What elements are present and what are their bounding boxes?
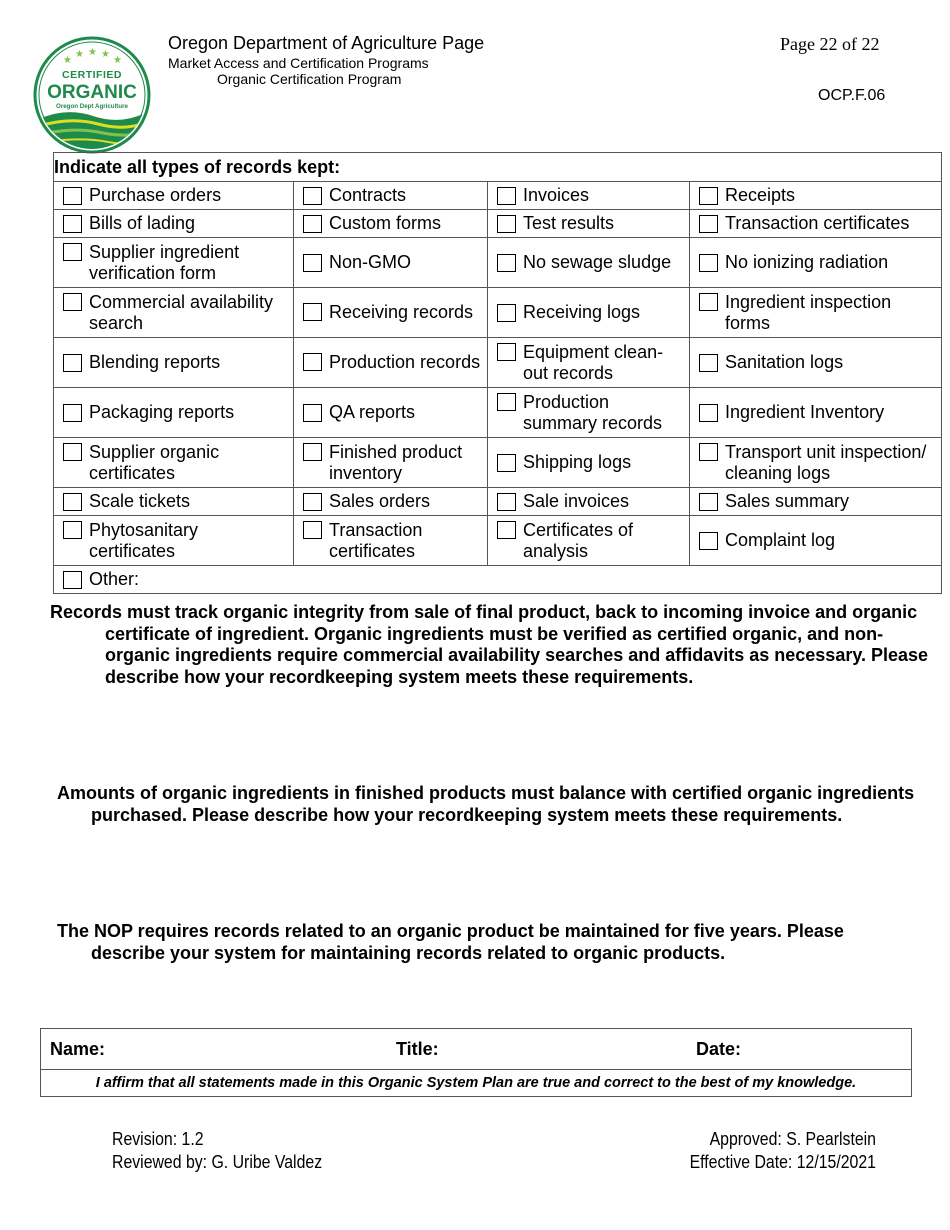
checkbox-label: QA reports: [329, 402, 416, 422]
footer-left: [112, 1128, 322, 1174]
checkbox-label: Sanitation logs: [725, 352, 844, 372]
logo-main-text: ORGANIC: [47, 82, 137, 103]
question-ingredient-balance: Amounts of organic ingredients in finished products must balance with certified organic ingredients purchased. Please describe how your recordkeeping system meets these requirements.: [57, 783, 915, 825]
checkbox[interactable]: [303, 303, 322, 321]
checkbox[interactable]: [63, 354, 82, 372]
checkbox[interactable]: [699, 443, 718, 461]
program-subtitle: Organic Certification Program: [217, 71, 402, 87]
table-row-other: [54, 566, 942, 594]
checkbox[interactable]: [699, 187, 718, 205]
checkbox-label: Certificates of analysis: [523, 519, 634, 561]
checkbox-label: Transport unit inspection/ cleaning logs: [725, 441, 927, 483]
checkbox[interactable]: [497, 393, 516, 411]
signature-fields-row: [41, 1029, 911, 1070]
logo-sub-text: Oregon Dept Agriculture: [56, 103, 128, 110]
svg-text:★: ★: [88, 47, 97, 58]
checkbox-label: Purchase orders: [89, 185, 222, 205]
table-row: [54, 238, 942, 288]
checkbox-label: Non-GMO: [329, 252, 412, 272]
checkbox-label: Commercial availability search: [89, 291, 274, 333]
checkbox[interactable]: [699, 215, 718, 233]
checkbox-label: Finished product inventory: [329, 441, 463, 483]
checkbox-label: Invoices: [523, 185, 590, 205]
checkbox-label: Complaint log: [725, 530, 836, 550]
other-label: Other:: [89, 569, 140, 589]
name-field-label[interactable]: Name:: [50, 1039, 106, 1059]
checkbox-label: Supplier organic certificates: [89, 441, 220, 483]
checkbox-label: Test results: [523, 213, 615, 233]
checkbox[interactable]: [699, 493, 718, 511]
table-row: [54, 182, 942, 210]
checkbox-label: Receipts: [725, 185, 796, 205]
checkbox-label: Ingredient inspection forms: [725, 291, 892, 333]
checkbox[interactable]: [303, 443, 322, 461]
checkbox[interactable]: [497, 454, 516, 472]
checkbox-label: Bills of lading: [89, 213, 196, 233]
records-heading: Indicate all types of records kept:: [54, 153, 942, 182]
checkbox-label: Blending reports: [89, 352, 221, 372]
date-field-label[interactable]: Date:: [696, 1039, 742, 1059]
checkbox-label: No ionizing radiation: [725, 252, 889, 272]
svg-text:★: ★: [101, 49, 110, 60]
checkbox-label: Packaging reports: [89, 402, 235, 422]
certified-organic-logo: [33, 36, 151, 154]
checkbox-label: Scale tickets: [89, 491, 191, 511]
effective-date-text: Effective Date: 12/15/2021: [689, 1152, 876, 1172]
checkbox[interactable]: [497, 343, 516, 361]
table-header-row: [54, 153, 942, 182]
checkbox[interactable]: [497, 187, 516, 205]
revision-text: Revision: 1.2: [112, 1129, 204, 1149]
checkbox-label: Receiving records: [329, 302, 474, 322]
table-row: [54, 210, 942, 238]
checkbox[interactable]: [63, 521, 82, 539]
checkbox[interactable]: [497, 254, 516, 272]
table-row: [54, 288, 942, 338]
svg-text:★: ★: [113, 55, 122, 66]
checkbox[interactable]: [63, 404, 82, 422]
form-id: OCP.F.06: [818, 87, 886, 104]
document-title: Oregon Department of Agriculture Page: [168, 33, 485, 53]
checkbox[interactable]: [63, 493, 82, 511]
checkbox[interactable]: [699, 354, 718, 372]
table-row: [54, 438, 942, 488]
question-record-tracking: Records must track organic integrity from sale of final product, back to incoming invoice and organic certificate of ingredient. Organic ingredients must be verified as certified organic, and non-organic ingredients require commercial availability searches and affidavits as necessary. Please describe how your recordkeeping system meets these requirements.: [50, 602, 929, 687]
checkbox-label: Custom forms: [329, 213, 442, 233]
checkbox[interactable]: [303, 521, 322, 539]
checkbox[interactable]: [699, 404, 718, 422]
other-checkbox[interactable]: [63, 571, 82, 589]
checkbox[interactable]: [497, 493, 516, 511]
checkbox-label: Sales orders: [329, 491, 431, 511]
checkbox[interactable]: [699, 254, 718, 272]
checkbox-label: Receiving logs: [523, 302, 641, 322]
checkbox[interactable]: [699, 532, 718, 550]
checkbox-label: Production summary records: [523, 391, 663, 433]
checkbox[interactable]: [497, 304, 516, 322]
checkbox-label: Ingredient Inventory: [725, 402, 885, 422]
table-row: [54, 338, 942, 388]
checkbox[interactable]: [303, 404, 322, 422]
checkbox-label: Shipping logs: [523, 452, 632, 472]
checkbox-label: Phytosanitary certificates: [89, 519, 199, 561]
svg-text:★: ★: [63, 55, 72, 66]
department-subtitle: Market Access and Certification Programs: [168, 55, 429, 71]
question-record-retention: The NOP requires records related to an organic product be maintained for five years. Please describe your system for maintaining records related to organic products.: [57, 921, 844, 963]
logo-top-text: CERTIFIED: [62, 69, 122, 81]
checkbox[interactable]: [303, 187, 322, 205]
checkbox-label: Equipment clean-out records: [523, 341, 664, 383]
checkbox-label: Sale invoices: [523, 491, 630, 511]
checkbox[interactable]: [303, 215, 322, 233]
table-row: [54, 388, 942, 438]
checkbox-label: Transaction certificates: [329, 519, 423, 561]
checkbox-label: Production records: [329, 352, 481, 372]
reviewed-by-text: Reviewed by: G. Uribe Valdez: [112, 1152, 323, 1172]
svg-text:★: ★: [75, 49, 84, 60]
checkbox[interactable]: [497, 215, 516, 233]
checkbox[interactable]: [63, 243, 82, 261]
checkbox[interactable]: [63, 443, 82, 461]
checkbox[interactable]: [303, 353, 322, 371]
table-row: [54, 488, 942, 516]
checkbox[interactable]: [303, 254, 322, 272]
checkbox-label: No sewage sludge: [523, 252, 672, 272]
checkbox[interactable]: [63, 187, 82, 205]
checkbox[interactable]: [699, 293, 718, 311]
title-field-label[interactable]: Title:: [396, 1039, 439, 1059]
table-row: [54, 516, 942, 566]
checkbox-label: Transaction certificates: [725, 213, 910, 233]
checkbox[interactable]: [303, 493, 322, 511]
checkbox[interactable]: [63, 293, 82, 311]
affirmation-statement: I affirm that all statements made in this Organic System Plan are true and correct to the best of my knowledge.: [95, 1075, 857, 1091]
signature-box: [40, 1028, 912, 1097]
records-checklist-table: [53, 152, 942, 594]
footer-right: [598, 1128, 876, 1174]
checkbox-label: Supplier ingredient verification form: [89, 241, 240, 283]
checkbox-label: Sales summary: [725, 491, 850, 511]
approved-by-text: Approved: S. Pearlstein: [709, 1129, 876, 1149]
checkbox[interactable]: [63, 215, 82, 233]
checkbox[interactable]: [497, 521, 516, 539]
page-number: Page 22 of 22: [780, 34, 880, 54]
checkbox-label: Contracts: [329, 185, 407, 205]
